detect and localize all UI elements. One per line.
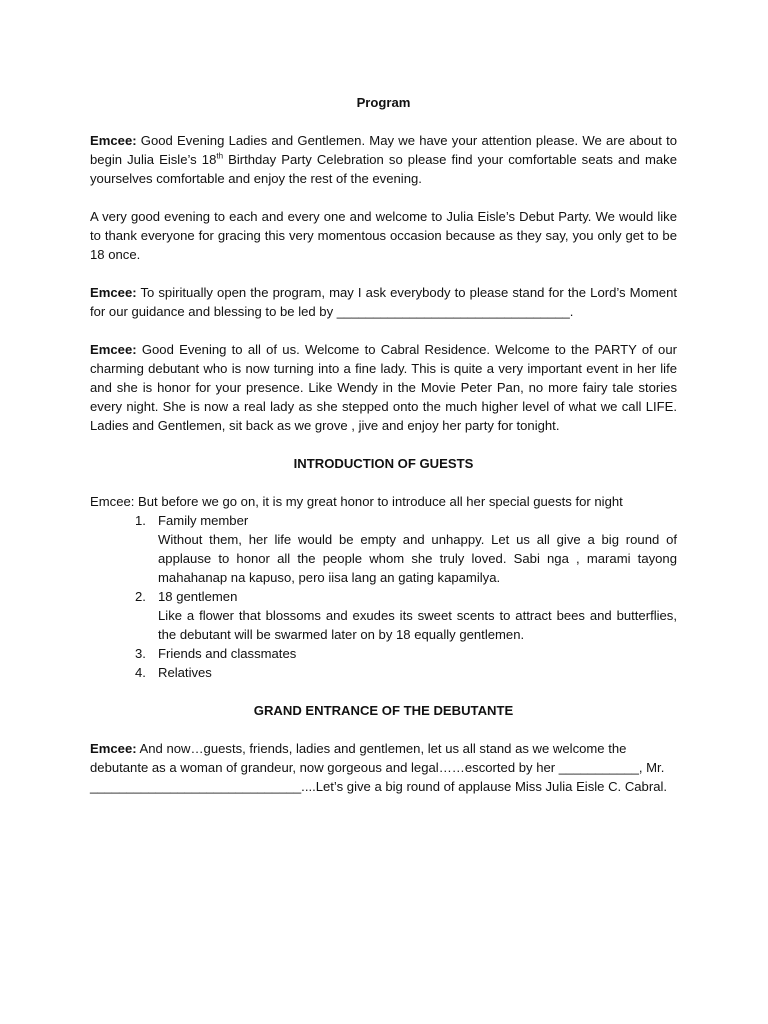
list-item-title: Relatives bbox=[158, 665, 212, 680]
entrance-paragraph bbox=[90, 739, 677, 796]
guest-list bbox=[90, 511, 677, 682]
list-number: 2. bbox=[135, 589, 146, 604]
list-number: 1. bbox=[135, 513, 146, 528]
list-item-description: Like a flower that blossoms and exudes its sweet scents to attract bees and butterflies, the debutant will be swarmed later on by 18 equally gentlemen. bbox=[158, 608, 677, 642]
list-item bbox=[90, 644, 677, 663]
entrance-text: And now…guests, friends, ladies and gentlemen, let us all stand as we welcome the debutante as a woman of grandeur, now gorgeous and legal……escorted by her ___________, Mr. _____________________________....Let’s give a big round of applause Miss Julia Eisle C. Cabral. bbox=[90, 741, 668, 794]
list-number: 3. bbox=[135, 646, 146, 661]
list-item bbox=[90, 511, 677, 587]
prayer-text: To spiritually open the program, may I ask everybody to please stand for the Lord’s Moment for our guidance and blessing to be led by ________________________________. bbox=[90, 285, 677, 319]
emcee-label: Emcee: bbox=[90, 342, 137, 357]
ordinal-suffix: th bbox=[216, 151, 224, 161]
list-item-description: Without them, her life would be empty and unhappy. Let us all give a big round of applause to honor all the people whom she truly loved. Sabi nga , marami tayong mahahanap na kapuso, pero iisa lang an gating kapamilya. bbox=[158, 532, 677, 585]
emcee-label: Emcee: bbox=[90, 741, 137, 756]
opening-paragraph bbox=[90, 131, 677, 188]
party-welcome-text: Good Evening to all of us. Welcome to Cabral Residence. Welcome to the PARTY of our charming debutant who is now turning into a fine lady. This is quite a very important event in her life and she is honor for your presence. Like Wendy in the Movie Peter Pan, no more fairy tale stories every night. She is now a real lady as she stepped onto the much higher level of what we call LIFE. Ladies and Gentlemen, sit back as we grove , jive and enjoy her party for tonight. bbox=[90, 342, 677, 433]
list-item-title: Friends and classmates bbox=[158, 646, 297, 661]
prayer-paragraph bbox=[90, 283, 677, 321]
list-number: 4. bbox=[135, 665, 146, 680]
guests-heading: INTRODUCTION OF GUESTS bbox=[293, 456, 474, 471]
list-item-title: 18 gentlemen bbox=[158, 589, 238, 604]
list-item bbox=[90, 663, 677, 682]
list-item bbox=[90, 587, 677, 644]
guests-intro: Emcee: But before we go on, it is my great honor to introduce all her special guests for night bbox=[90, 494, 623, 509]
opening-text-continued: Birthday Party Celebration so please find your comfortable seats and make yourselves comfortable and enjoy the rest of the evening. bbox=[90, 152, 677, 186]
list-item-title: Family member bbox=[158, 513, 249, 528]
opening-text: Good Evening Ladies and Gentlemen. May we have your attention please. We are about to begin Julia Eisle’s 18 bbox=[90, 133, 677, 167]
welcome-paragraph: A very good evening to each and every one and welcome to Julia Eisle’s Debut Party. We would like to thank everyone for gracing this very momentous occasion because as they say, you only get to be 18 once. bbox=[90, 209, 677, 262]
entrance-heading: GRAND ENTRANCE OF THE DEBUTANTE bbox=[253, 703, 514, 718]
party-welcome-paragraph bbox=[90, 340, 677, 435]
document-title: Program bbox=[356, 95, 411, 110]
emcee-label: Emcee: bbox=[90, 285, 137, 300]
emcee-label: Emcee: bbox=[90, 133, 137, 148]
document-page bbox=[90, 93, 677, 815]
